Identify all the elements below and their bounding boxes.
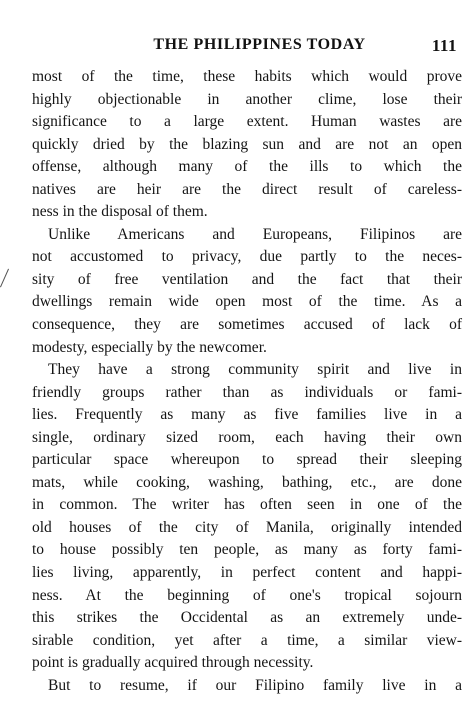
- text-line: to house possibly ten people, as many as forty fami-: [32, 541, 462, 559]
- text-line: ness. At the beginning of one's tropical sojourn: [32, 586, 462, 604]
- text-line: old houses of the city of Manila, originally intended: [32, 518, 462, 536]
- text-line: modesty, especially by the newcomer.: [32, 338, 267, 356]
- text-line: sity of free ventilation and the fact that their: [32, 270, 462, 288]
- text-line: consequence, they are sometimes accused of lack of: [32, 316, 462, 334]
- page-number: 111: [431, 36, 457, 55]
- text-line: They have a strong community spirit and live in: [48, 361, 462, 379]
- text-line: lies. Frequently as many as five families live in a: [32, 406, 462, 424]
- text-line: mats, while cooking, washing, bathing, etc., are done: [32, 473, 462, 491]
- text-line: Unlike Americans and Europeans, Filipinos are: [48, 225, 462, 243]
- text-line: quickly dried by the blazing sun and are not an open: [32, 135, 462, 153]
- text-line: friendly groups rather than as individuals or fami-: [32, 383, 462, 401]
- text-line: sirable condition, yet after a time, a similar view-: [32, 631, 462, 649]
- text-line: most of the time, these habits which would prove: [32, 68, 462, 85]
- text-line: lies living, apparently, in perfect content and happi-: [32, 564, 462, 582]
- text-line: in common. The writer has often seen in one of the: [32, 496, 462, 514]
- text-line: not accustomed to privacy, due partly to the neces-: [32, 248, 462, 266]
- text-line: offense, although many of the ills to which the: [32, 158, 462, 176]
- text-line: single, ordinary sized room, each having their own: [32, 428, 462, 446]
- text-line: But to resume, if our Filipino family live in a: [48, 676, 462, 694]
- running-header: [32, 36, 457, 58]
- body-text: [32, 66, 462, 697]
- text-line: this strikes the Occidental as an extremely unde-: [32, 609, 462, 627]
- text-line: highly objectionable in another clime, lose their: [32, 90, 462, 108]
- text-line: particular space whereupon to spread their sleeping: [32, 451, 462, 469]
- text-line: significance to a large extent. Human wastes are: [32, 113, 462, 131]
- margin-pencil-mark: [0, 269, 9, 288]
- text-line: ness in the disposal of them.: [32, 203, 208, 221]
- text-line: point is gradually acquired through necessity.: [32, 654, 314, 672]
- text-line: natives are heir are the direct result of careless-: [32, 180, 462, 198]
- running-title: THE PHILIPPINES TODAY: [153, 36, 366, 53]
- text-line: dwellings remain wide open most of the time. As a: [32, 293, 462, 311]
